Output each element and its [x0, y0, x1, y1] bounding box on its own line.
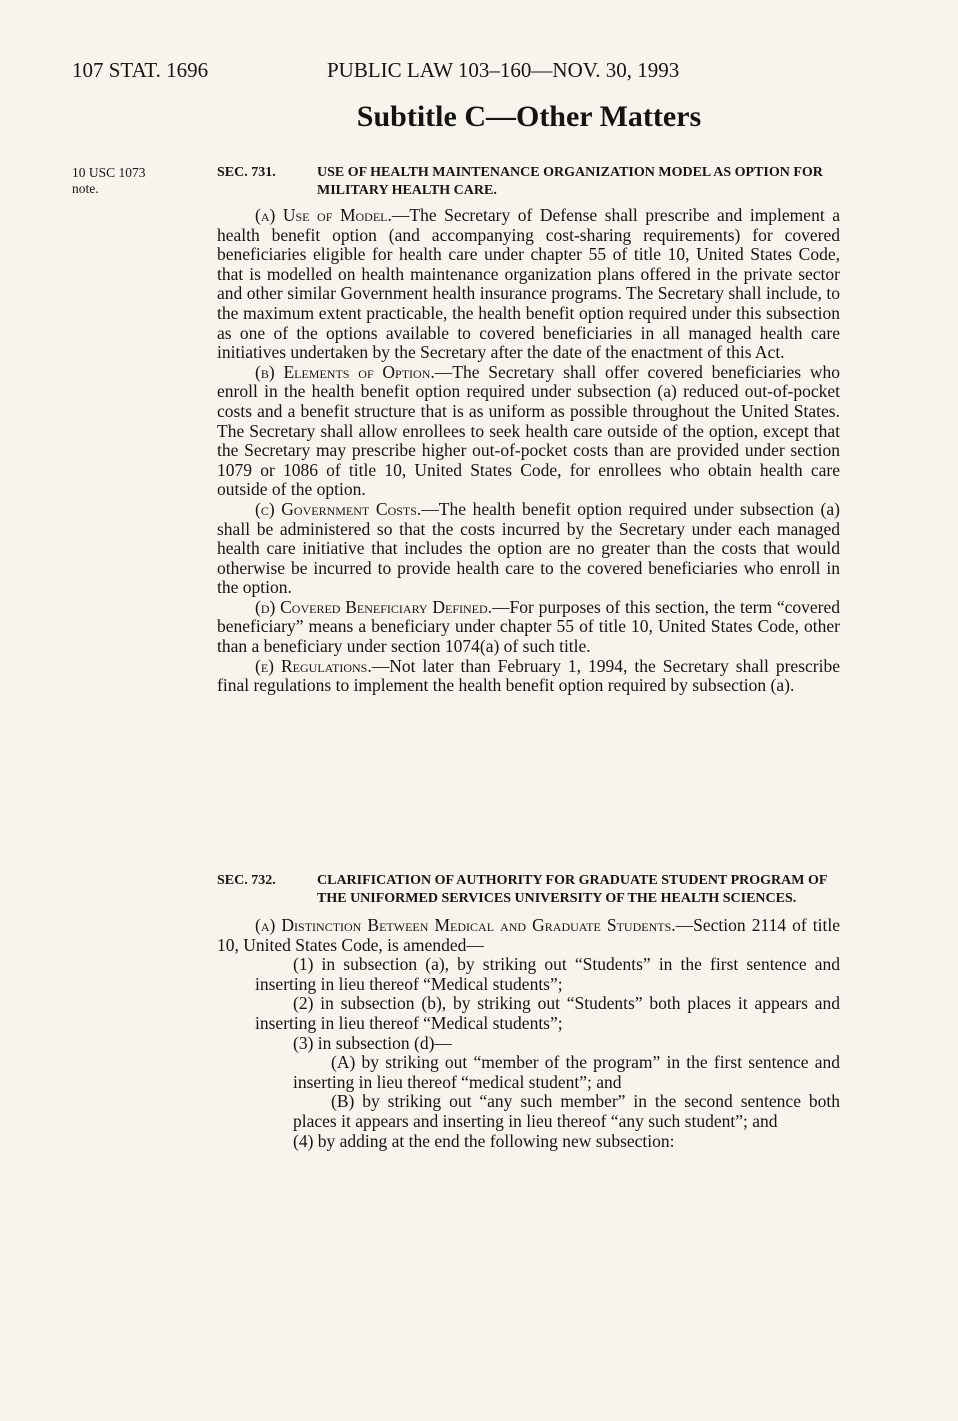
public-law-citation: PUBLIC LAW 103–160—NOV. 30, 1993: [327, 58, 680, 82]
subsection-731-d-heading: (d) Covered Beneficiary Defined.: [255, 596, 493, 617]
section-731-title: USE OF HEALTH MAINTENANCE ORGANIZATION MODEL AS OPTION FOR MILITARY HEALTH CARE.: [317, 165, 823, 198]
section-732-heading: [217, 872, 840, 908]
subsection-731-e: [217, 657, 840, 696]
subsection-732-a-heading: (a) Distinction Between Medical and Graduate Students.: [255, 915, 676, 935]
amendment-item-2: (2) in subsection (b), by striking out “Students” both places it appears and inserting in lieu thereof “Medical students”;: [255, 993, 840, 1033]
subsection-731-c-heading: (c) Government Costs.: [255, 498, 422, 519]
subsection-731-d: [217, 598, 840, 657]
amendment-item-3: (3) in subsection (d)—: [293, 1032, 452, 1053]
subsection-731-b-heading: (b) Elements of Option.: [255, 361, 435, 382]
subsection-731-b-text: —The Secretary shall offer covered beneficiaries who enroll in the health benefit option required under subsection (a) reduced out-of-pocket costs and a benefit structure that is as uniform as possible throughout the United States. The Secretary shall allow enrollees to seek health care outside of the option, except that the Secretary may prescribe higher out-of-pocket costs than are provided under section 1079 or 1086 of title 10, United States Code, for enrollees who obtain health care outside of the option.: [217, 361, 840, 500]
amendment-item-3-A: (A) by striking out “member of the program” in the first sentence and inserting in lieu thereof “medical student”; and: [293, 1052, 840, 1092]
section-731-heading: [217, 164, 840, 200]
section-732-number: SEC. 732.: [217, 873, 276, 888]
section-732: [217, 872, 840, 1151]
subsection-731-a: [217, 206, 840, 363]
margin-note-line2: note.: [72, 181, 99, 196]
amendment-item-1: (1) in subsection (a), by striking out “Students” in the first sentence and inserting in lieu thereof “Medical students”;: [255, 954, 840, 994]
margin-note-line1: 10 USC 1073: [72, 165, 146, 180]
subsection-731-c: [217, 500, 840, 598]
section-731: [217, 164, 840, 696]
amendment-item-4: (4) by adding at the end the following new subsection:: [293, 1130, 675, 1151]
subtitle-heading: Subtitle C—Other Matters: [356, 100, 702, 133]
subsection-731-b: [217, 363, 840, 500]
subsection-731-d-text: —For purposes of this section, the term “covered beneficiary” means a beneficiary under chapter 55 of title 10, United States Code, other than a beneficiary under section 1074(a) of such title.: [217, 596, 840, 657]
subsection-731-c-text: —The health benefit option required under subsection (a) shall be administered so that the costs incurred by the Secretary under each managed health care initiative that includes the option are no greater than the costs that would otherwise be incurred to provide health care to the covered beneficiaries who enroll in the option.: [217, 498, 840, 598]
running-header: [72, 58, 852, 88]
subsection-731-e-heading: (e) Regulations.: [255, 655, 372, 676]
section-731-number: SEC. 731.: [217, 165, 276, 180]
subsection-731-a-text: —The Secretary of Defense shall prescribe and implement a health benefit option (and accompanying cost-sharing requirements) for covered beneficiaries eligible for health care under chapter 55 of title 10, United States Code, that is modelled on health maintenance organization plans offered in the private sector and other similar Government health insurance programs. The Secretary shall include, to the maximum extent practicable, the health benefit option required under this subsection as one of the options available to covered beneficiaries in all managed health care initiatives undertaken by the Secretary after the date of the enactment of this Act.: [217, 205, 840, 363]
subsection-732-a-text: —Section 2114 of title 10, United States Code, is amended—: [217, 915, 840, 955]
subsection-731-a-heading: (a) Use of Model.: [255, 205, 392, 225]
margin-note: [72, 165, 192, 197]
section-732-title: CLARIFICATION OF AUTHORITY FOR GRADUATE STUDENT PROGRAM OF THE UNIFORMED SERVICES UNIVERSITY OF THE HEALTH SCIENCES.: [317, 873, 827, 906]
stat-page-number: 107 STAT. 1696: [72, 58, 209, 82]
subsection-732-a: [217, 916, 840, 955]
subsection-731-e-text: —Not later than February 1, 1994, the Secretary shall prescribe final regulations to implement the health benefit option required by subsection (a).: [217, 655, 840, 696]
amendment-item-3-B: (B) by striking out “any such member” in the second sentence both places it appears and inserting in lieu thereof “any such student”; and: [293, 1091, 840, 1131]
